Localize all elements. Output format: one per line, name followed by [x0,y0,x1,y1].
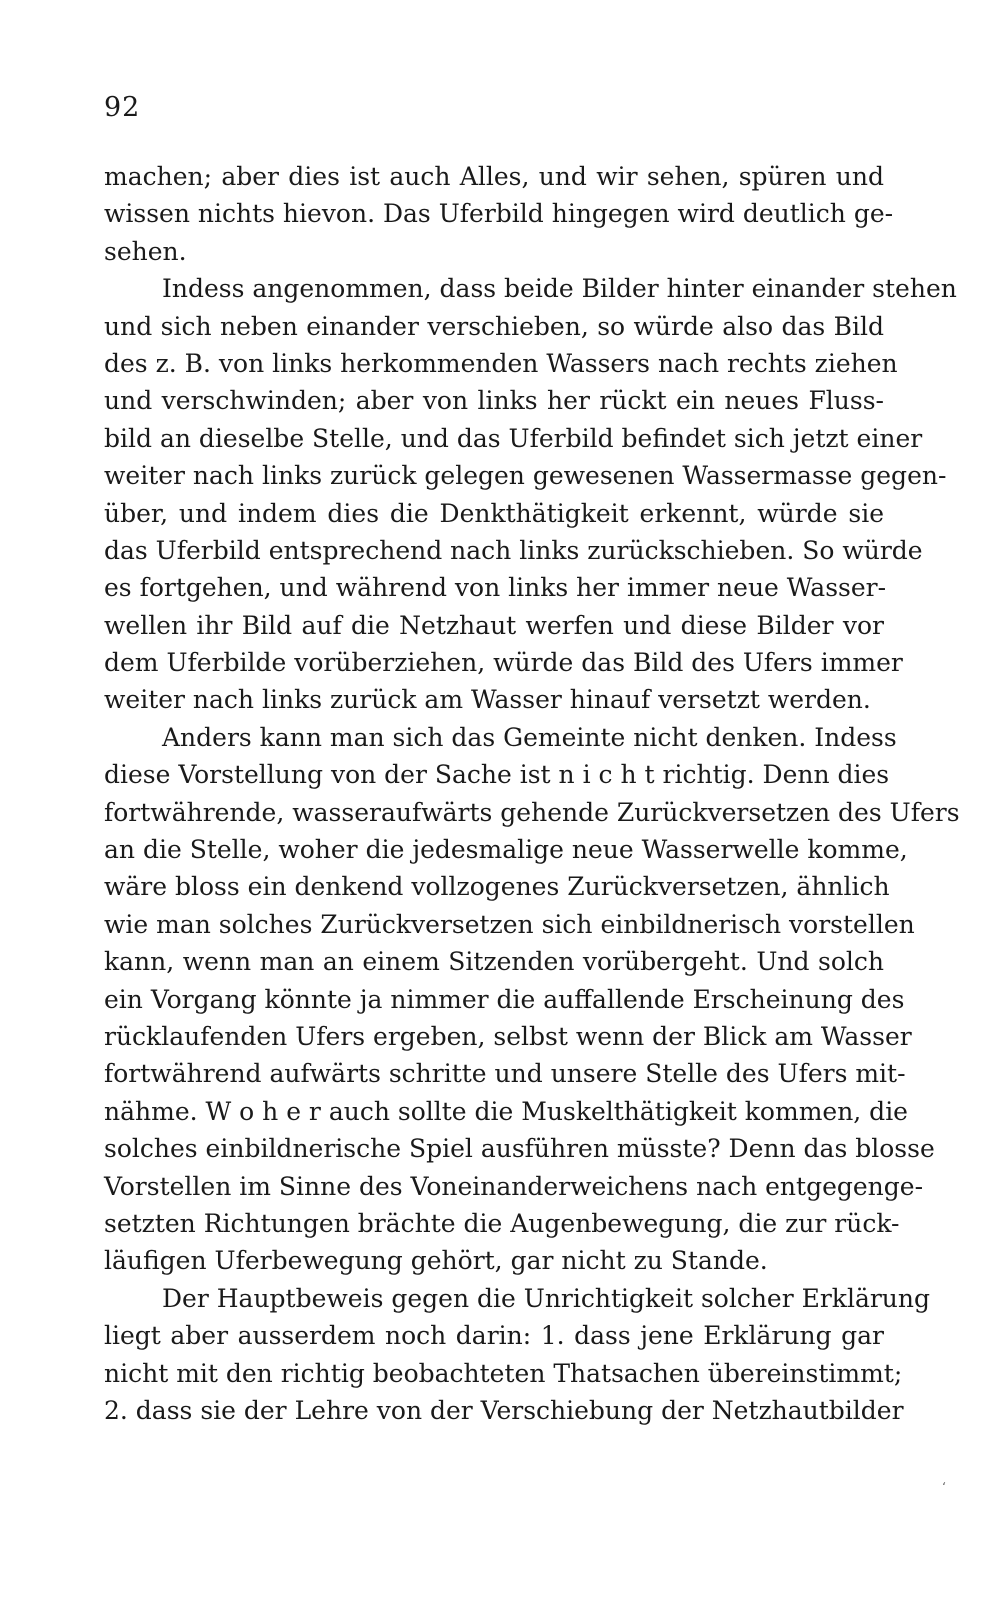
text-line: nähme. W o h e r auch sollte die Muskelthätigkeit kommen, die [104,1096,908,1126]
text-line: wissen nichts hievon. Das Uferbild hingegen wird deutlich ge- [104,199,894,229]
text-line: bild an dieselbe Stelle, und das Uferbild befindet sich jetzt einer [104,423,923,453]
text-line: das Uferbild entsprechend nach links zurückschieben. So würde [104,535,923,565]
text-line: Indess angenommen, dass beide Bilder hinter einander stehen [162,274,957,304]
paragraph [104,719,960,1280]
text-line: über, und indem dies die Denkthätigkeit erkennt, würde sie [104,498,884,528]
body-text [104,158,960,1429]
text-line: Vorstellen im Sinne des Voneinanderweichens nach entgegenge- [104,1171,924,1201]
text-line: wie man solches Zurückversetzen sich einbildnerisch vorstellen [104,909,915,939]
text-line: ein Vorgang könnte ja nimmer die auffallende Erscheinung des [104,984,905,1014]
text-line: Anders kann man sich das Gemeinte nicht denken. Indess [162,722,897,752]
text-line: liegt aber ausserdem noch darin: 1. dass jene Erklärung gar [104,1321,884,1351]
text-line: nicht mit den richtig beobachteten Thatsachen übereinstimmt; [104,1358,903,1388]
paragraph [104,158,894,270]
text-line: setzten Richtungen brächte die Augenbewegung, die zur rück- [104,1208,900,1238]
text-line: rücklaufenden Ufers ergeben, selbst wenn der Blick am Wasser [104,1021,912,1051]
text-line: sehen. [104,236,187,266]
stray-mark: ‘ [942,1480,946,1494]
paragraph [104,270,957,719]
text-line: läufigen Uferbewegung gehört, gar nicht zu Stande. [104,1246,768,1276]
text-line: kann, wenn man an einem Sitzenden vorübergeht. Und solch [104,947,884,977]
text-line: Der Hauptbeweis gegen die Unrichtigkeit solcher Erklärung [162,1283,931,1313]
text-line: dem Uferbilde vorüberziehen, würde das Bild des Ufers immer [104,648,903,678]
text-line: an die Stelle, woher die jedesmalige neue Wasserwelle komme, [104,835,908,865]
text-line: es fortgehen, und während von links her immer neue Wasser- [104,573,887,603]
text-line: weiter nach links zurück am Wasser hinauf versetzt werden. [104,685,871,715]
text-line: fortwährend aufwärts schritte und unsere Stelle des Ufers mit- [104,1059,906,1089]
text-line: machen; aber dies ist auch Alles, und wir sehen, spüren und [104,162,884,191]
text-line: und verschwinden; aber von links her rückt ein neues Fluss- [104,386,884,416]
text-line: und sich neben einander verschieben, so würde also das Bild [104,311,884,341]
text-line: weiter nach links zurück gelegen gewesenen Wassermasse gegen- [104,461,947,491]
text-line: solches einbildnerische Spiel ausführen müsste? Denn das blosse [104,1134,935,1164]
text-line: diese Vorstellung von der Sache ist n i c h t richtig. Denn dies [104,760,890,790]
text-line: des z. B. von links herkommenden Wassers nach rechts ziehen [104,348,898,378]
text-line: 2. dass sie der Lehre von der Verschiebung der Netzhautbilder [104,1395,904,1425]
text-line: fortwährende, wasseraufwärts gehende Zurückversetzen des Ufers [104,797,960,827]
text-line: wäre bloss ein denkend vollzogenes Zurückversetzen, ähnlich [104,872,890,902]
text-line: wellen ihr Bild auf die Netzhaut werfen und diese Bilder vor [104,610,884,640]
page-number: 92 [104,92,141,123]
paragraph [104,1280,931,1430]
